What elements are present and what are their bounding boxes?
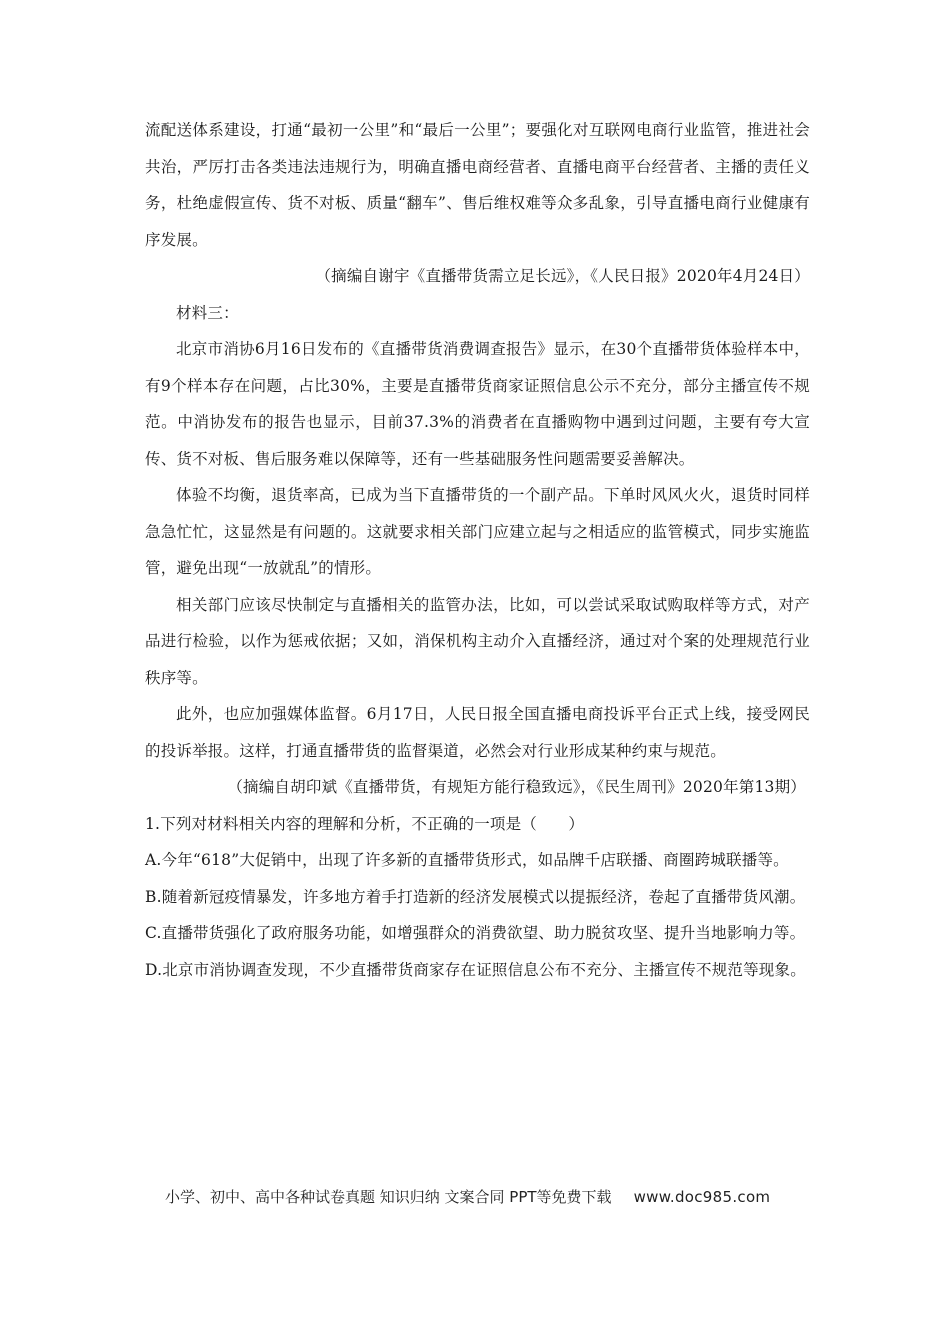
material-3-paragraph: 此外，也应加强媒体监督。6月17日，人民日报全国直播电商投诉平台正式上线，接受网民的投诉举报。这样，打通直播带货的监督渠道，必然会对行业形成某种约束与规范。 <box>145 705 810 760</box>
continuation-paragraph <box>145 112 810 258</box>
footer-text: 小学、初中、高中各种试卷真题 知识归纳 文案合同 PPT等免费下载 <box>165 1188 612 1206</box>
material-3-heading: 材料三： <box>176 303 239 322</box>
question-1-option-a: A.今年“618”大促销中，出现了许多新的直播带货形式，如品牌千店联播、商圈跨城联播等。 <box>145 851 789 869</box>
question-1-option-d: D.北京市消协调查发现，不少直播带货商家存在证照信息公布不充分、主播宣传不规范等现象。 <box>145 960 806 979</box>
material-3-paragraph: 体验不均衡，退货率高，已成为当下直播带货的一个副产品。下单时风风火火，退货时同样急急忙忙，这显然是有问题的。这就要求相关部门应建立起与之相适应的监管模式，同步实施监管，避免出现“一放就乱”的情形。 <box>145 486 810 577</box>
question-1-option-b: B.随着新冠疫情暴发，许多地方着手打造新的经济发展模式以提振经济，卷起了直播带货风潮。 <box>145 887 806 906</box>
page-footer <box>165 1186 805 1207</box>
citation-material-2: （摘编自谢宇《直播带货需立足长远》，《人民日报》2020年4月24日） <box>315 267 810 285</box>
paragraph-line: 推进社会共治，严厉打击各类违法违规行为，明确直播电商经营者、直播电商平台经营者、 <box>145 121 810 176</box>
material-3-paragraph: 相关部门应该尽快制定与直播相关的监管办法，比如，可以尝试采取试购取样等方式，对产品进行检验，以作为惩戒依据；又如，消保机构主动介入直播经济，通过对个案的处理规范行业秩序等。 <box>145 595 810 687</box>
citation-material-3 <box>145 769 810 806</box>
question-1-option-c: C.直播带货强化了政府服务功能，如增强群众的消费欲望、助力脱贫攻坚、提升当地影响力等。 <box>145 924 806 942</box>
citation-text: （摘编自胡印斌《直播带货，有规矩方能行稳致远》，《民生周刊》2020年第13期） <box>227 778 806 796</box>
material-3-paragraph: 北京市消协6月16日发布的《直播带货消费调查报告》显示，在30个直播带货体验样本中，有9个样本存在问题，占比30%，主要是直播带货商家证照信息公示不充分，部分主播宣传不规范。中消协发布的报告也显示，目前37.3%的消费者在直播购物中遇到过问题，主要有夸大宣传、货不对板、售后服务难以保障等，还有一些基础服务性问题需要妥善解决。 <box>145 340 810 468</box>
paragraph-line: 导直播电商行业健康有序发展。 <box>145 194 810 249</box>
paragraph-line: 流配送体系建设，打通“最初一公里”和“最后一公里”；要强化对互联网电商行业监管， <box>145 121 747 139</box>
question-1-stem: 1.下列对材料相关内容的理解和分析，不正确的一项是（ ） <box>145 814 585 833</box>
page-content <box>145 112 810 988</box>
footer-site-link[interactable]: www.doc985.com <box>633 1188 771 1206</box>
paragraph-line: 主播的责任义务，杜绝虚假宣传、货不对板、质量“翻车”、售后维权难等众多乱象，引 <box>145 157 811 212</box>
